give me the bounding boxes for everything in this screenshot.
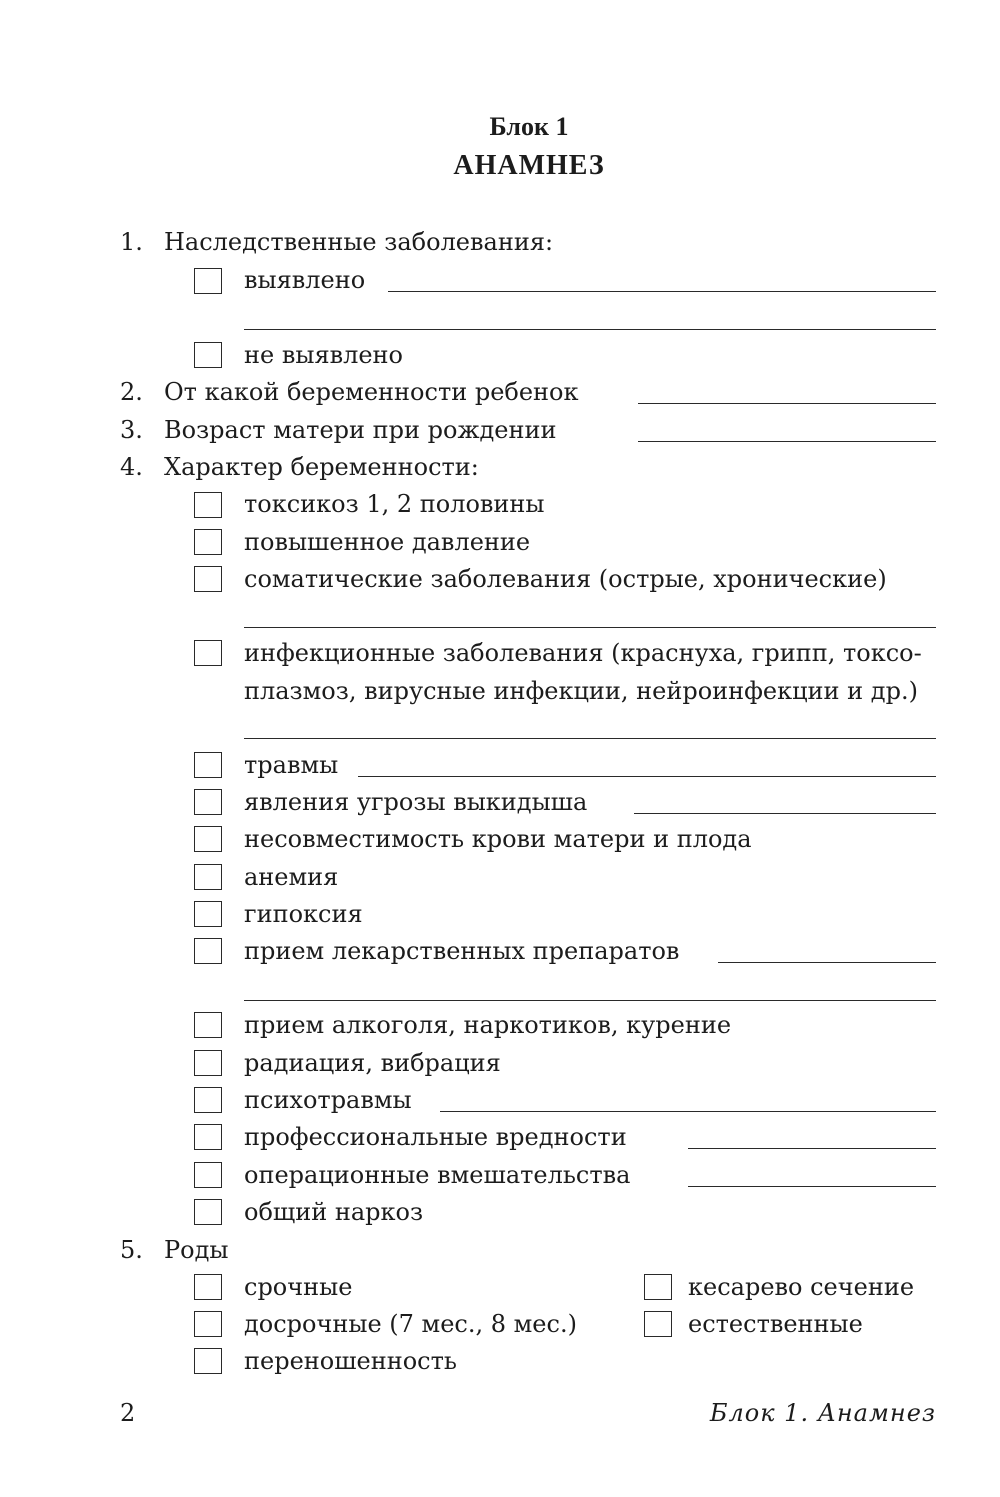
q4-toxicosis-label: токсикоз 1, 2 половины	[244, 490, 545, 518]
q4-hypoxia-checkbox[interactable]	[194, 901, 222, 927]
q5-postterm-label: переношенность	[244, 1347, 457, 1375]
q2-number: 2.	[120, 378, 143, 406]
q3-label: Возраст матери при рождении	[164, 416, 557, 444]
page-title: АНАМНЕЗ	[453, 150, 605, 181]
q4-surgery-checkbox[interactable]	[194, 1162, 222, 1188]
q4-pressure-checkbox[interactable]	[194, 529, 222, 555]
q4-anesthesia-checkbox[interactable]	[194, 1199, 222, 1225]
q5-term-checkbox[interactable]	[194, 1274, 222, 1300]
q5-cesarean-label: кесарево сечение	[688, 1273, 915, 1301]
q1-found-label: выявлено	[244, 266, 366, 294]
q4-miscarriage-line[interactable]	[634, 813, 936, 814]
page-number: 2	[120, 1399, 136, 1427]
q4-infectious-checkbox[interactable]	[194, 640, 222, 666]
q1-found-checkbox[interactable]	[194, 268, 222, 294]
q4-surgery-label: операционные вмешательства	[244, 1161, 631, 1189]
q4-medication-line-2[interactable]	[244, 1000, 936, 1001]
q5-natural-checkbox[interactable]	[644, 1311, 672, 1337]
q4-somatic-checkbox[interactable]	[194, 566, 222, 592]
q5-label: Роды	[164, 1236, 229, 1264]
q5-natural-label: естественные	[688, 1310, 863, 1338]
q4-somatic-label: соматические заболевания (острые, хронические)	[244, 565, 887, 593]
q5-postterm-checkbox[interactable]	[194, 1348, 222, 1374]
q1-number: 1.	[120, 228, 143, 256]
q4-radiation-label: радиация, вибрация	[244, 1049, 501, 1077]
q4-medication-line-1[interactable]	[718, 962, 936, 963]
q4-number: 4.	[120, 453, 143, 481]
q4-trauma-checkbox[interactable]	[194, 752, 222, 778]
q4-somatic-line[interactable]	[244, 627, 936, 628]
q4-label: Характер беременности:	[164, 453, 479, 481]
q5-preterm-label: досрочные (7 мес., 8 мес.)	[244, 1310, 577, 1338]
q4-occupational-label: профессиональные вредности	[244, 1123, 627, 1151]
q4-anemia-label: анемия	[244, 863, 339, 891]
q1-found-line-1[interactable]	[388, 291, 936, 292]
q4-miscarriage-label: явления угрозы выкидыша	[244, 788, 588, 816]
q4-occupational-checkbox[interactable]	[194, 1124, 222, 1150]
q4-hypoxia-label: гипоксия	[244, 900, 363, 928]
q4-occupational-line[interactable]	[688, 1148, 936, 1149]
q4-incompatibility-label: несовместимость крови матери и плода	[244, 825, 752, 853]
q3-answer-line[interactable]	[638, 441, 936, 442]
q4-infectious-label-line1: инфекционные заболевания (краснуха, грипп, токсо-	[244, 639, 922, 667]
q4-psychotrauma-line[interactable]	[440, 1111, 936, 1112]
q4-radiation-checkbox[interactable]	[194, 1050, 222, 1076]
q4-anemia-checkbox[interactable]	[194, 864, 222, 890]
q2-answer-line[interactable]	[638, 403, 936, 404]
q4-infectious-label-line2: плазмоз, вирусные инфекции, нейроинфекции и др.)	[244, 677, 918, 705]
q1-found-line-2[interactable]	[244, 329, 936, 330]
q4-medication-label: прием лекарственных препаратов	[244, 937, 680, 965]
q4-alcohol-checkbox[interactable]	[194, 1012, 222, 1038]
q5-number: 5.	[120, 1236, 143, 1264]
q4-infectious-line[interactable]	[244, 738, 936, 739]
q5-preterm-checkbox[interactable]	[194, 1311, 222, 1337]
q4-pressure-label: повышенное давление	[244, 528, 531, 556]
q4-alcohol-label: прием алкоголя, наркотиков, курение	[244, 1011, 732, 1039]
q4-toxicosis-checkbox[interactable]	[194, 492, 222, 518]
q4-psychotrauma-checkbox[interactable]	[194, 1087, 222, 1113]
q1-not-found-label: не выявлено	[244, 341, 403, 369]
q4-medication-checkbox[interactable]	[194, 938, 222, 964]
q4-surgery-line[interactable]	[688, 1186, 936, 1187]
block-heading: Блок 1	[489, 112, 569, 141]
q5-cesarean-checkbox[interactable]	[644, 1274, 672, 1300]
q4-trauma-label: травмы	[244, 751, 339, 779]
q4-anesthesia-label: общий наркоз	[244, 1198, 424, 1226]
q1-not-found-checkbox[interactable]	[194, 342, 222, 368]
q1-label: Наследственные заболевания:	[164, 228, 554, 256]
q4-trauma-line[interactable]	[358, 776, 936, 777]
q4-incompatibility-checkbox[interactable]	[194, 826, 222, 852]
q5-term-label: срочные	[244, 1273, 353, 1301]
q4-miscarriage-checkbox[interactable]	[194, 789, 222, 815]
q3-number: 3.	[120, 416, 143, 444]
q4-psychotrauma-label: психотравмы	[244, 1086, 412, 1114]
q2-label: От какой беременности ребенок	[164, 378, 579, 406]
running-title: Блок 1. Анамнез	[709, 1399, 936, 1427]
